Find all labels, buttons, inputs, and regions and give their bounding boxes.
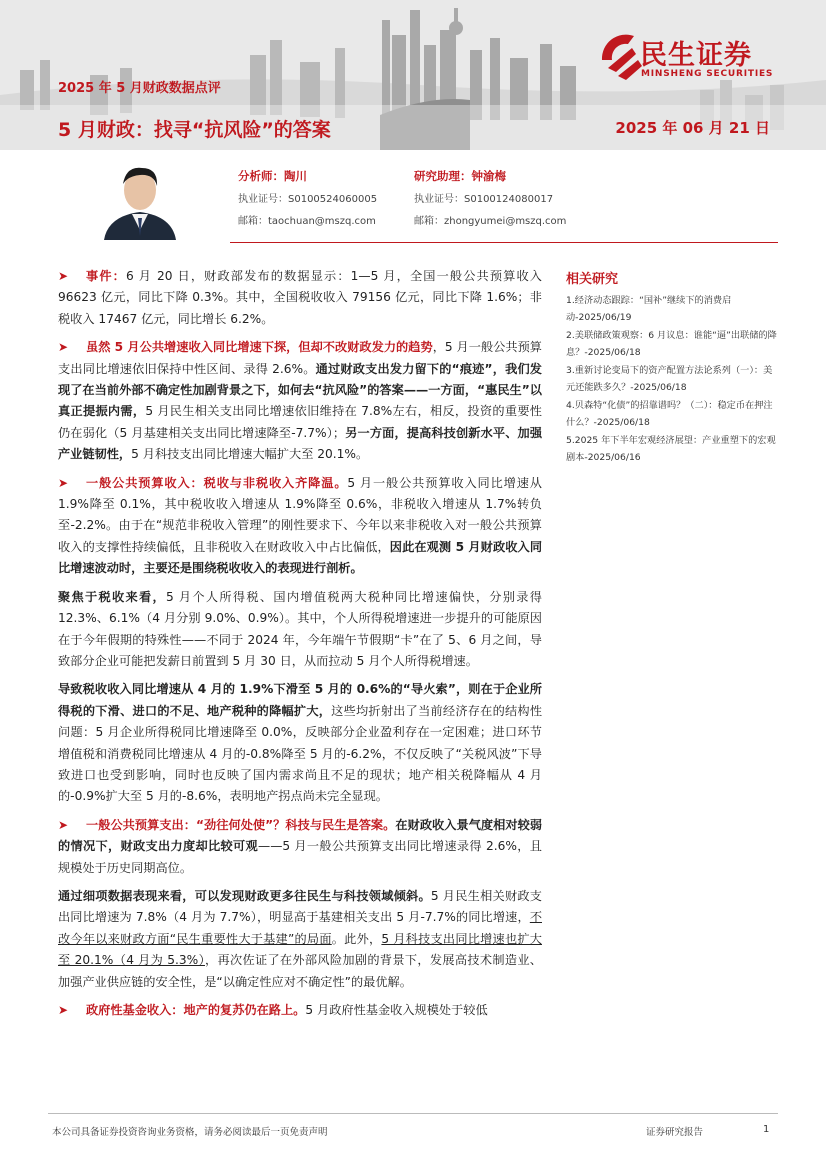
related-item[interactable]: 1.经济动态跟踪：“国补”继续下的消费启动-2025/06/19 [566, 295, 732, 323]
paragraph-tax-focus: 聚焦于税收来看，5 月个人所得税、国内增值税两大税种同比增速偏快，分别录得 12.3%、6.1%（4 月分别 9.0%、0.9%）。其中，个人所得税增速进一步提升的可能原因在于今年假期的特殊性——不同于 2024 年，今年端午节假期“卡”在了 5、6 月之间，导致部分企业可能把发薪日前置到 5 月 30 日，从而拉动 5 月个人所得税增速。 [58, 589, 542, 668]
header-divider [230, 242, 778, 243]
header-banner [0, 0, 826, 150]
paragraph-revenue: ➤ 一般公共预算收入：税收与非税收入齐降温。5 月一般公共预算收入同比增速从 1.9%降至 0.1%，其中税收收入增速从 1.9%降至 0.6%，非税收入增速从 1.7%转负至-2.2%。由于在“规范非税收入管理”的刚性要求下、今年以来非税收入对一般公共预算收入的支撑性持续偏低，且非税收入在财政收入中占比偏低，因此在观测 5 月财政收入同比增速波动时，主要还是围绕税收收入的表现进行剖析。 [58, 473, 542, 580]
related-research [566, 268, 780, 467]
analyst-info [238, 168, 377, 234]
footer-disclaimer: 本公司具备证券投资咨询业务资格，请务必阅读最后一页免责声明 [52, 1127, 328, 1138]
report-date: 2025 年 06 月 21 日 [615, 119, 770, 137]
assistant-email[interactable]: 邮箱：zhongyumei@mszq.com [414, 216, 567, 227]
assistant-cert: 执业证号：S0100124080017 [414, 194, 554, 205]
red-arrow-icon: ➤ [58, 817, 69, 832]
report-title: 5 月财政：找寻“抗风险”的答案 [58, 119, 331, 141]
page-number: 1 [763, 1124, 770, 1135]
related-item[interactable]: 4.贝森特“化债”的招靠谱吗？（二）：稳定币在押注什么？-2025/06/18 [566, 400, 773, 428]
main-body [58, 266, 542, 1028]
analyst-photo-icon [96, 160, 184, 240]
related-item[interactable]: 5.2025 年下半年宏观经济展望：产业重塑下的宏观剧本-2025/06/16 [566, 435, 776, 463]
assistant-info [414, 168, 566, 234]
report-type: 2025 年 5 月财政数据点评 [58, 81, 221, 96]
related-research-title: 相关研究 [566, 272, 619, 287]
analyst-name: 分析师：陶川 [238, 169, 307, 183]
paragraph-summary: ➤ 虽然 5 月公共增速收入同比增速下探，但却不改财政发力的趋势，5 月一般公共预算支出同比增速依旧保持中性区间、录得 2.6%。通过财政支出发力留下的“痕迹”，我们发现了在当前外部不确定性加剧背景之下，如何去“抗风险”的答案——一方面，“惠民生”以真正提振内需，5 月民生相关支出同比增速依旧维持在 7.8%左右，相反，投资的重要性仍在弱化（5 月基建相关支出同比增速降至-7.7%）；另一方面，提高科技创新水平、加强产业链韧性，5 月科技支出同比增速大幅扩大至 20.1%。 [58, 337, 542, 465]
footer-doc-type: 证券研究报告 [646, 1127, 704, 1138]
paragraph-expenditure: ➤ 一般公共预算支出：“劲往何处使”？科技与民生是答案。在财政收入景气度相对较弱的情况下，财政支出力度却比较可观——5 月一般公共预算支出同比增速录得 2.6%，且规模处于历史同期高位。 [58, 815, 542, 879]
analyst-cert: 执业证号：S0100524060005 [238, 194, 378, 205]
red-arrow-icon: ➤ [58, 1003, 69, 1017]
red-arrow-icon: ➤ [58, 475, 69, 490]
logo-text-cn: 民生证券 [640, 40, 752, 71]
paragraph-fund-revenue: ➤ 政府性基金收入：地产的复苏仍在路上。5 月政府性基金收入规模处于较低 [58, 1000, 542, 1021]
analyst-email[interactable]: 邮箱：taochuan@mszq.com [238, 216, 376, 227]
paragraph-tax-decline: 导致税收收入同比增速从 4 月的 1.9%下滑至 5 月的 0.6%的“导火索”，则在于企业所得税的下滑、进口的不足、地产税种的降幅扩大，这些均折射出了当前经济存在的结构性问题：5 月企业所得税同比增速降至 0.0%，反映部分企业盈利存在一定困难；进口环节增值税和消费税同比增速从 4 月的-0.8%降至 5 月的-6.2%，不仅反映了“关税风波”下导致进口也受到影响，同时也反映了国内需求尚且不足的现状；地产相关税降幅从 4 月的-0.9%扩大至 5 月的-8.6%，表明地产拐点尚未完全显现。 [58, 682, 543, 804]
footer-divider [48, 1113, 778, 1114]
assistant-name: 研究助理：钟渝梅 [414, 169, 506, 183]
red-arrow-icon: ➤ [58, 269, 69, 283]
analyst-avatar [96, 160, 184, 240]
related-item[interactable]: 2.美联储政策观察：6 月议息：谁能“逼”出联储的降息？-2025/06/18 [566, 330, 777, 358]
red-arrow-icon: ➤ [58, 340, 69, 355]
paragraph-event: ➤ 事件：6 月 20 日，财政部发布的数据显示：1—5 月，全国一般公共预算收入 96623 亿元，同比下降 0.3%。其中，全国税收收入 79156 亿元，同比下降 1.6%；非税收入 17467 亿元，同比增长 6.2%。 [58, 266, 542, 330]
logo-text-en: MINSHENG SECURITIES [641, 69, 774, 79]
related-item[interactable]: 3.重新讨论变局下的资产配置方法论系列（一）：美元还能跌多久？-2025/06/18 [566, 365, 773, 393]
paragraph-detail: 通过细项数据表现来看，可以发现财政更多往民生与科技领域倾斜。5 月民生相关财政支出同比增速为 7.8%（4 月为 7.7%），明显高于基建相关支出 5 月-7.7%的同比增速，不改今年以来财政方面“民生重要性大于基建”的局面。此外，5 月科技支出同比增速也扩大至 20.1%（4 月为 5.3%），再次佐证了在外部风险加剧的背景下，发展高技术制造业、加强产业供应链的安全性，是“以确定性应对不确定性”的最优解。 [58, 888, 542, 989]
